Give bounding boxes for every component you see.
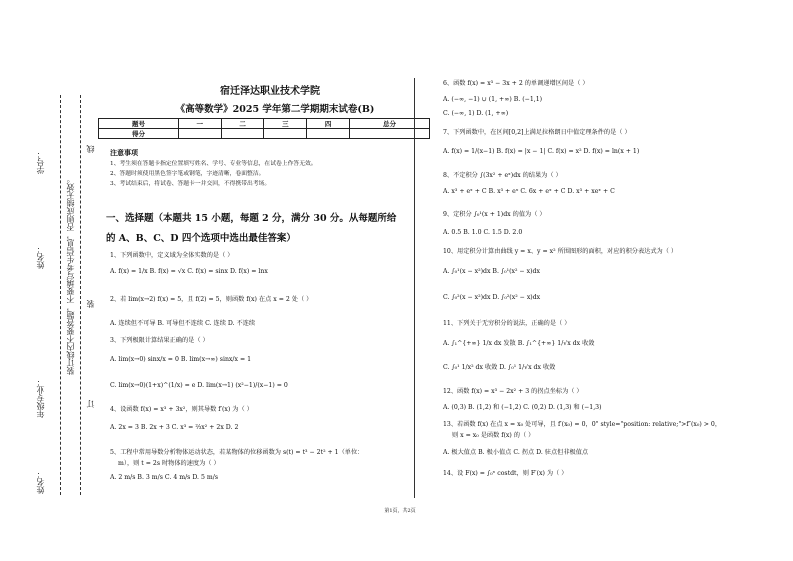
score-cell [264,129,307,139]
note-item: 1、考生须在答题卡指定位置填写姓名、学号、专业等信息，在试卷上作答无效。 [110,161,317,167]
score-cell: 总分 [350,119,430,129]
question-text: 9、定积分 ∫₀¹(x + 1)dx 的值为（ ） [443,211,546,218]
score-cell: 得分 [99,129,179,139]
question-options: A. 0.5 B. 1.0 C. 1.5 D. 2.0 [443,229,523,236]
question-options: A. x³ + eˣ + C B. x³ + eˣ C. 6x + eˣ + C D. x³ + xeˣ + C [443,188,615,195]
student-no-label: 学号： [36,150,45,174]
school-name-label: 姓名： [36,470,45,494]
question-options: A. ∫₁^{+∞} 1/x dx 发散 B. ∫₁^{+∞} 1/√x dx 收敛 [443,340,595,347]
question-text: 14、设 F(x) = ∫₀ˣ costdt，则 F′(x) 为（ ） [443,470,568,477]
score-table-header-row [99,119,430,129]
binding-line-outer [60,95,61,495]
question-text-cont: m），则 t = 2s 时物体的速度为（ ） [118,460,220,467]
question-text: 3、下列极限计算结果正确的是（ ） [110,337,209,344]
score-cell: 四 [307,119,350,129]
question-options: A. (−∞, −1) ∪ (1, +∞) B. (−1,1) [443,96,543,103]
binding-line-inner [80,95,81,495]
score-cell: 题号 [99,119,179,129]
question-text: 10、用定积分计算由曲线 y = x、y = x² 所围图形的面积，对应的积分表达式为（ ） [443,248,678,255]
notes-title: 注意事项 [110,148,138,157]
question-options: C. lim(x→0)(1+x)^(1/x) = e D. lim(x→1) (x²−1)/(x−1) = 0 [110,382,288,389]
question-options: A. 2x = 3 B. 2x + 3 C. x³ = ⅔x² + 2x D. 2 [110,424,239,431]
question-text-cont: 则 x = x₀ 是函数 f(x) 的（ ） [452,432,535,439]
binding-char-ding: 订 [86,400,95,408]
score-table [98,118,430,139]
question-text: 8、不定积分 ∫(3x² + eˣ)dx 的结果为（ ） [443,172,562,179]
binding-char-line: 线 [86,145,95,153]
score-table-score-row [99,129,430,139]
score-cell [350,129,430,139]
question-options: A. 2 m/s B. 3 m/s C. 4 m/s D. 5 m/s [110,474,219,481]
binding-warning-text: 装订线内不要答题，不要填写考生信息，否则成绩无效。 [66,175,75,375]
question-text: 12、函数 f(x) = x³ − 2x² + 3 的拐点坐标为（ ） [443,388,583,395]
score-cell: 三 [264,119,307,129]
question-options: C. ∫₀²(x − x²)dx D. ∫₀²(x² − x)dx [443,294,541,301]
question-text: 11、下列关于无穷积分的说法，正确的是（ ） [443,320,571,327]
note-item: 3、考试结束后，将试卷、答题卡一并交回，不得携带出考场。 [110,181,271,187]
question-text: 7、下列函数中，在区间[0,2]上满足拉格朗日中值定理条件的是（ ） [443,129,631,136]
question-text: 1、下列函数中，定义域为全体实数的是（ ） [110,252,234,259]
question-options: A. lim(x→0) sinx/x = 0 B. lim(x→∞) sinx/x = 1 [110,356,252,363]
page-footer: 第1页，共2页 [384,508,416,514]
school-name: 宿迁泽达职业技术学院 [220,86,320,97]
question-text: 4、设函数 f(x) = x³ + 3x²，则其导数 f′(x) 为（ ） [110,406,253,413]
question-options: A. 连续但不可导 B. 可导但不连续 C. 连续 D. 不连续 [110,320,256,327]
question-options: C. ∫₀¹ 1/x² dx 收敛 D. ∫₀¹ 1/√x dx 收敛 [443,364,556,371]
name-label: 姓名： [36,245,45,269]
question-options: A. ∫₀¹(x − x²)dx B. ∫₀¹(x² − x)dx [443,268,540,275]
section-1-heading: 一、选择题（本题共 15 小题，每题 2 分，满分 30 分。从每题所给 [106,213,397,224]
score-cell [307,129,350,139]
exam-title: 《高等数学》2025 学年第二学期期末试卷(B) [175,104,375,115]
question-text: 2、若 lim(x→2) f(x) = 5，且 f(2) = 5，则函数 f(x) 在点 x = 2 处（ ） [110,296,313,303]
score-cell [178,129,221,139]
question-text: 5、工程中常用导数分析物体运动状态，若某物体的位移函数为 s(t) = t³ − 2t² + 1（单位： [110,449,364,456]
binding-char-zhuang: 装 [86,300,95,308]
question-text: 6、函数 f(x) = x³ − 3x + 2 的单调递增区间是（ ） [443,80,589,87]
question-text: 13、若函数 f(x) 在点 x = x₀ 处可导，且 f′(x₀) = 0，0" style="position: relative;">f″(x₀) > 0， [443,421,722,428]
question-options: A. (0,3) B. (1,2) 和 (−1,2) C. (0,2) D. (1,3) 和 (−1,3) [443,404,602,411]
section-1-heading-cont: 的 A、B、C、D 四个选项中选出最佳答案） [106,233,296,244]
score-cell: 二 [221,119,264,129]
score-cell: 一 [178,119,221,129]
column-divider [414,78,415,498]
note-item: 2、答题时须使用黑色签字笔或钢笔，字迹清晰，卷面整洁。 [110,171,265,177]
question-options: A. f(x) = 1/(x−1) B. f(x) = |x − 1| C. f(x) = x² D. f(x) = ln(x + 1) [443,148,640,155]
question-options: A. 极大值点 B. 极小值点 C. 拐点 D. 驻点但非极值点 [443,449,589,456]
score-cell [221,129,264,139]
question-options: C. (−∞, 1) D. (1, +∞) [443,110,509,117]
grade-major-label: 年级专业： [36,378,45,418]
question-options: A. f(x) = 1/x B. f(x) = √x C. f(x) = sinx D. f(x) = lnx [110,268,268,275]
